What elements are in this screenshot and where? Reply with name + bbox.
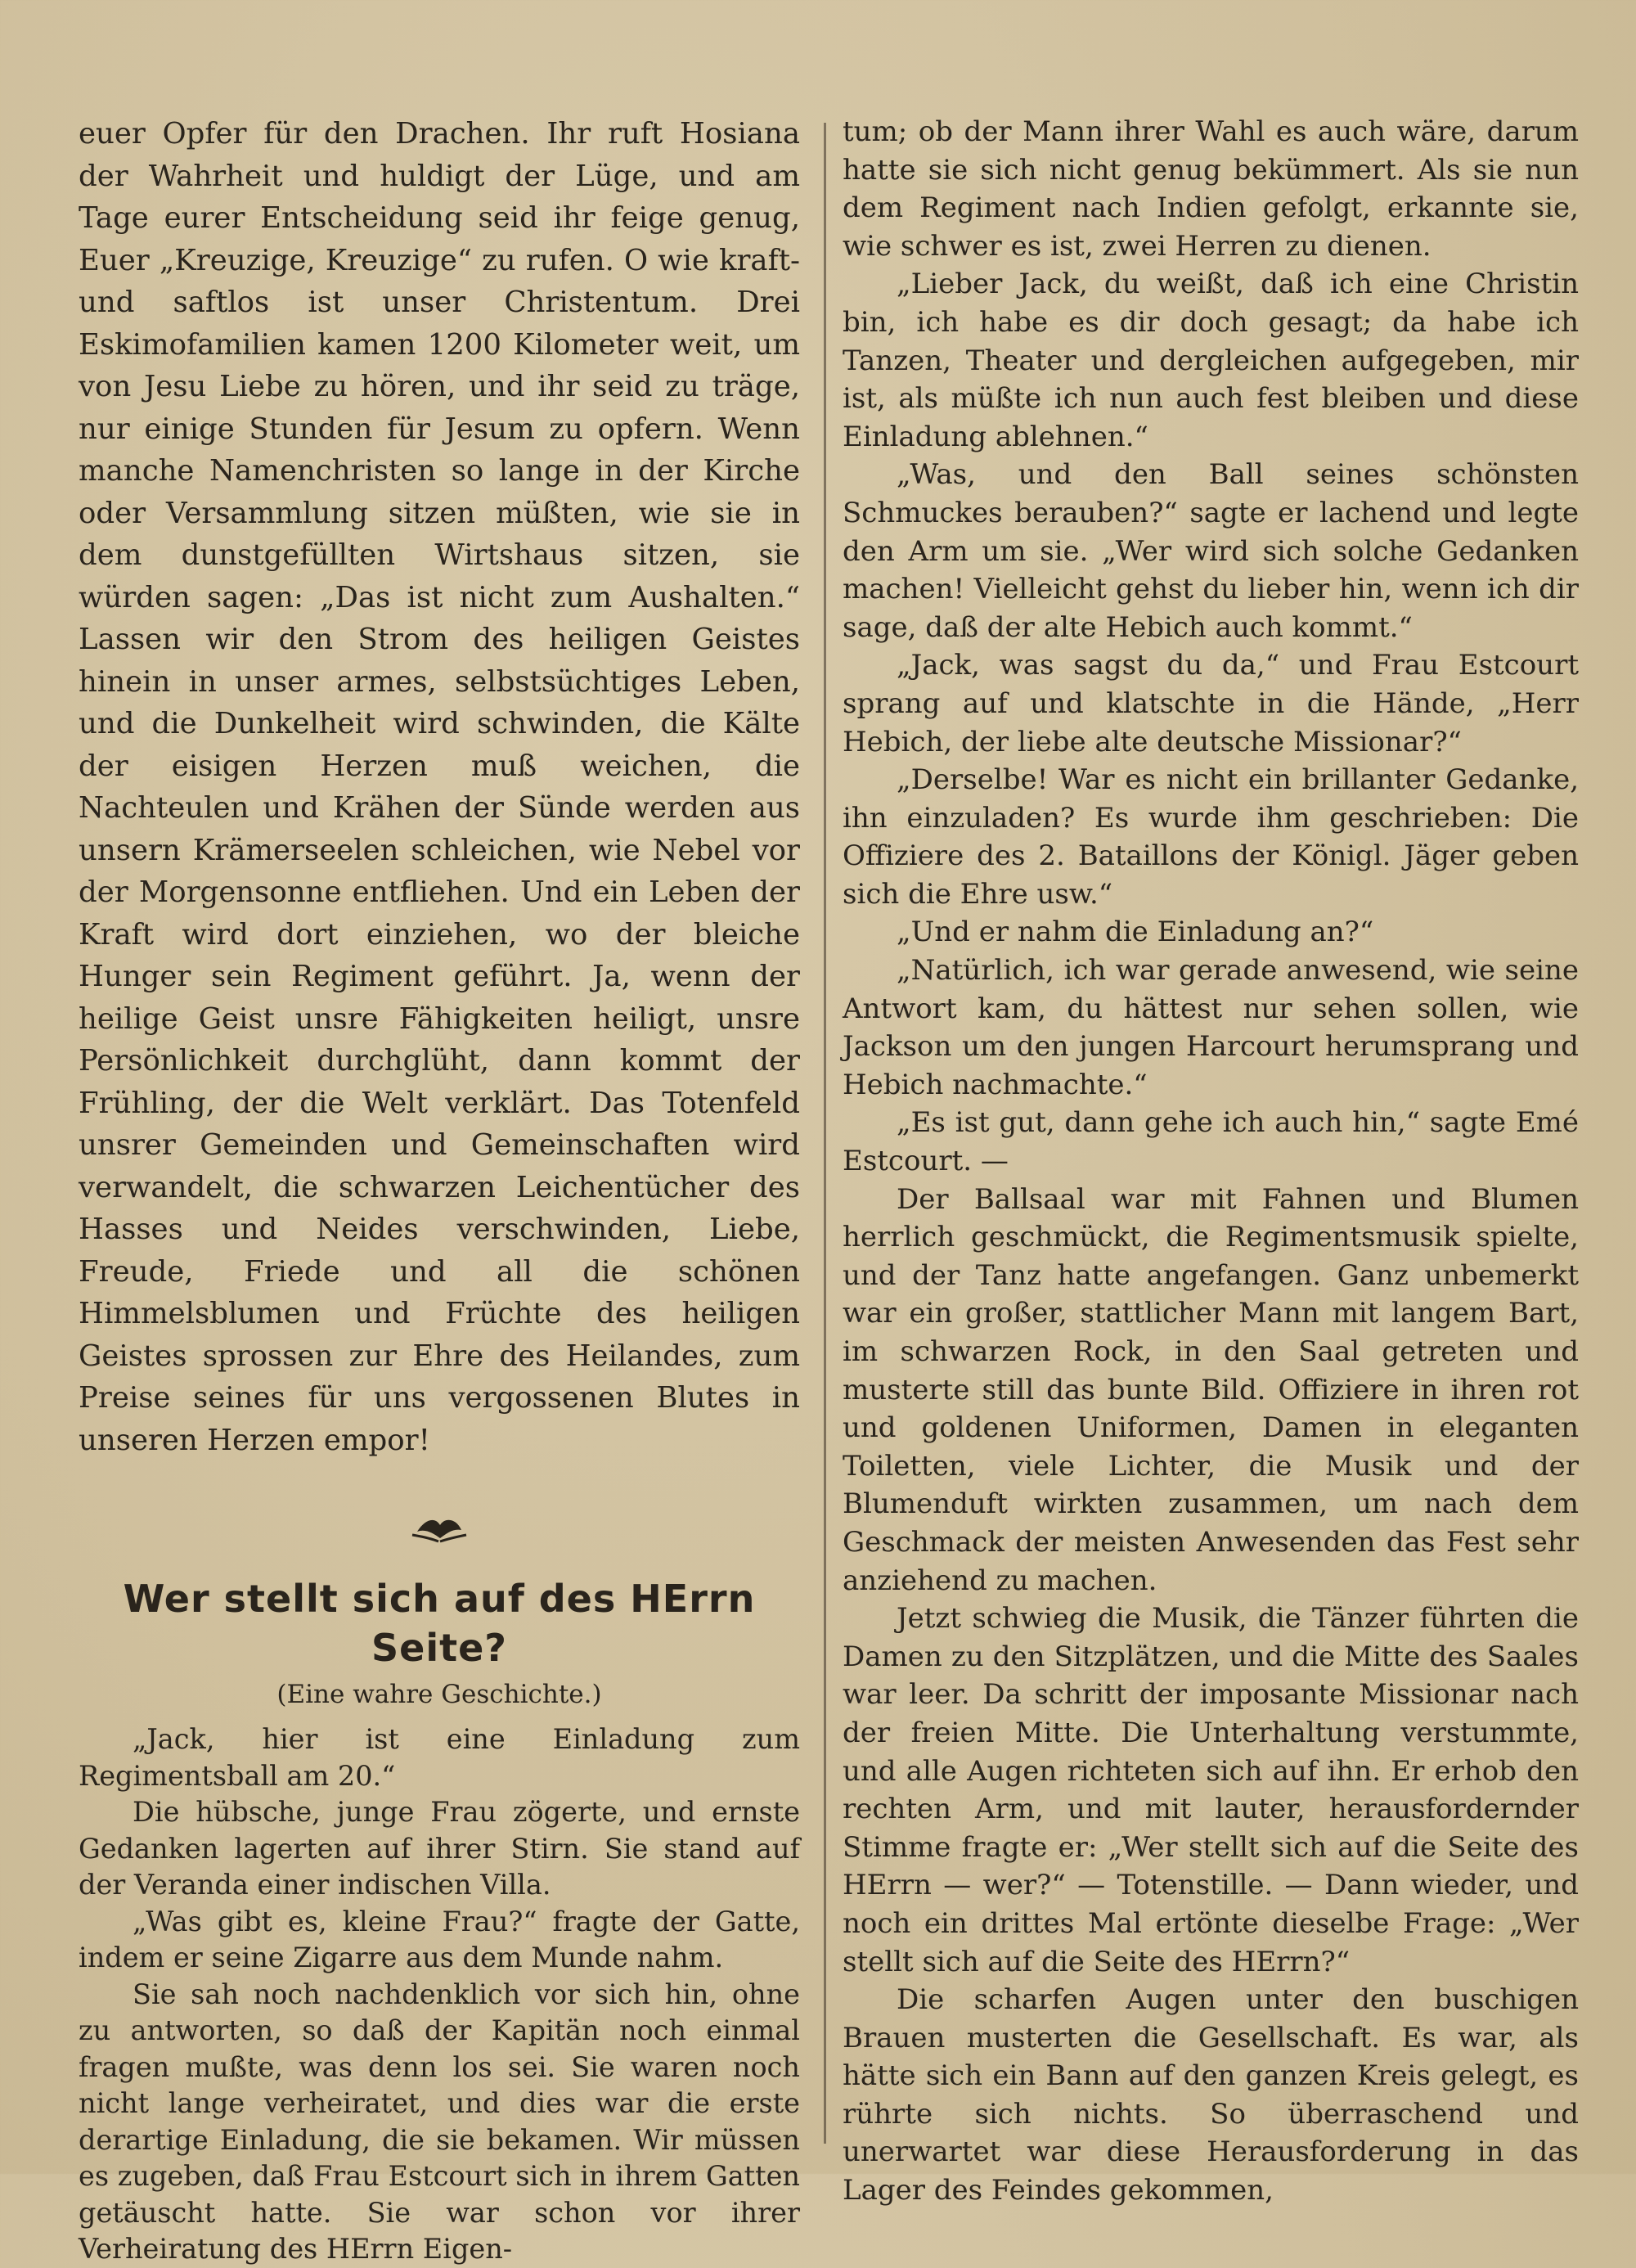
right-column [843,113,1579,2210]
article-title: Wer stellt sich auf des HErrn Seite? [123,1577,756,1670]
story-paragraph: „Es ist gut, dann gehe ich auch hin,“ sagte Emé Estcourt. — [843,1106,1579,1178]
article-subtitle: (Eine wahre Geschichte.) [276,1680,602,1709]
story-paragraph: tum; ob der Mann ihrer Wahl es auch wäre, darum hatte sie sich nicht genug bekümmert. Als sie nun dem Regiment nach Indien gefolgt, erkannte sie, wie schwer es ist, zwei Herren zu dienen. [843,115,1579,263]
left-column [79,113,800,2268]
leaf-ornament-icon [411,1510,468,1546]
article-body-start [79,1721,800,2268]
story-paragraph: Die hübsche, junge Frau zögerte, und ernste Gedanken lagerten auf ihrer Stirn. Sie stand auf der Veranda einer indischen Villa. [79,1796,800,1901]
story-paragraph: Der Ballsaal war mit Fahnen und Blumen herrlich geschmückt, die Regimentsmusik spielte, und der Tanz hatte angefangen. Ganz unbemerkt war ein großer, stattlicher Mann mit langem Bart, im schwarzen Rock, in den Saal getreten und musterte still das bunte Bild. Offiziere in ihren rot und goldenen Uniformen, Damen in eleganten Toiletten, viele Lichter, die Musik und der Blumenduft wirkten zusammen, um nach dem Geschmack der meisten Anwesenden das Fest sehr anziehend zu machen. [843,1182,1579,1597]
story-paragraph: „Was, und den Ball seines schönsten Schmuckes berauben?“ sagte er lachend und legte den Arm um sie. „Wer wird sich solche Gedanken machen! Vielleicht gehst du lieber hin, wenn ich dir sage, daß der alte Hebich auch kommt.“ [843,458,1579,644]
story-paragraph: „Jack, was sagst du da,“ und Frau Estcourt sprang auf und klatschte in die Hände, „Herr Hebich, der liebe alte deutsche Missionar?“ [843,649,1579,758]
column-divider [824,123,826,2144]
story-paragraph: Sie sah noch nachdenklich vor sich hin, ohne zu antworten, so daß der Kapitän noch einmal fragen mußte, was denn los sei. Sie waren noch nicht lange verheiratet, und dies war die erste derartige Einladung, die sie bekamen. Wir müssen es zugeben, daß Frau Estcourt sich in ihrem Gatten getäuscht hatte. Sie war schon vor ihrer Verheiratung des HErrn Eigen- [79,1978,800,2265]
story-paragraph: Die scharfen Augen unter den buschigen Brauen musterten die Gesellschaft. Es war, als hätte sich ein Bann auf den ganzen Kreis gelegt, es rührte sich nichts. So überraschend und unerwartet war diese Herausforderung in das Lager des Feindes gekommen, [843,1983,1579,2207]
closing-paragraph: euer Opfer für den Drachen. Ihr ruft Hosiana der Wahrheit und huldigt der Lüge, und am Tage eurer Entscheidung seid ihr feige genug, Euer „Kreuzige, Kreuzige“ zu rufen. O wie kraft- und saftlos ist unser Christentum. Drei Eskimofamilien kamen 1200 Kilometer weit, um von Jesu Liebe zu hören, und ihr seid zu träge, nur einige Stunden für Jesum zu opfern. Wenn manche Namenchristen so lange in der Kirche oder Versammlung sitzen müßten, wie sie in dem dunstgefüllten Wirtshaus sitzen, sie würden sagen: „Das ist nicht zum Aushalten.“ Lassen wir den Strom des heiligen Geistes hinein in unser armes, selbstsüchtiges Leben, und die Dunkelheit wird schwinden, die Kälte der eisigen Herzen muß weichen, die Nachteulen und Krähen der Sünde werden aus unsern Krämerseelen schleichen, wie Nebel vor der Morgensonne entfliehen. Und ein Leben der Kraft wird dort einziehen, wo der bleiche Hunger sein Regiment geführt. Ja, wenn der heilige Geist unsre Fähigkeiten heiligt, unsre Persönlichkeit durchglüht, dann kommt der Frühling, der die Welt verklärt. Das Totenfeld unsrer Gemeinden und Gemeinschaften wird verwandelt, die schwarzen Leichentücher des Hasses und Neides verschwinden, Liebe, Freude, Friede und all die schönen Himmelsblumen und Früchte des heiligen Geistes sprossen zur Ehre des Heilandes, zum Preise seines für uns vergossenen Blutes in unseren Herzen empor! [79,117,800,1457]
story-paragraph: „Natürlich, ich war gerade anwesend, wie seine Antwort kam, du hättest nur sehen sollen, wie Jackson um den jungen Harcourt herumsprang und Hebich nachmachte.“ [843,954,1579,1101]
story-paragraph: „Und er nahm die Einladung an?“ [897,916,1374,949]
story-paragraph: „Lieber Jack, du weißt, daß ich eine Christin bin, ich habe es dir doch gesagt; da habe ich Tanzen, Theater und dergleichen aufgegeben, mir ist, als müßte ich nun auch fest bleiben und diese Einladung ablehnen.“ [843,268,1579,453]
story-paragraph: Jetzt schwieg die Musik, die Tänzer führten die Damen zu den Sitzplätzen, und die Mitte des Saales war leer. Da schritt der imposante Missionar nach der freien Mitte. Die Unterhaltung verstummte, und alle Augen richteten sich auf ihn. Er erhob den rechten Arm, und mit lauter, herausfordernder Stimme fragte er: „Wer stellt sich auf die Seite des HErrn — wer?“ — Totenstille. — Dann wieder, und noch ein drittes Mal ertönte dieselbe Frage: „Wer stellt sich auf die Seite des HErrn?“ [843,1602,1579,1978]
story-paragraph: „Derselbe! War es nicht ein brillanter Gedanke, ihn einzuladen? Es wurde ihm geschrieben: Die Offiziere des 2. Bataillons der Königl. Jäger geben sich die Ehre usw.“ [843,763,1579,911]
story-paragraph: „Jack, hier ist eine Einladung zum Regimentsball am 20.“ [79,1723,800,1792]
story-paragraph: „Was gibt es, kleine Frau?“ fragte der Gatte, indem er seine Zigarre aus dem Munde nahm. [79,1905,800,1973]
